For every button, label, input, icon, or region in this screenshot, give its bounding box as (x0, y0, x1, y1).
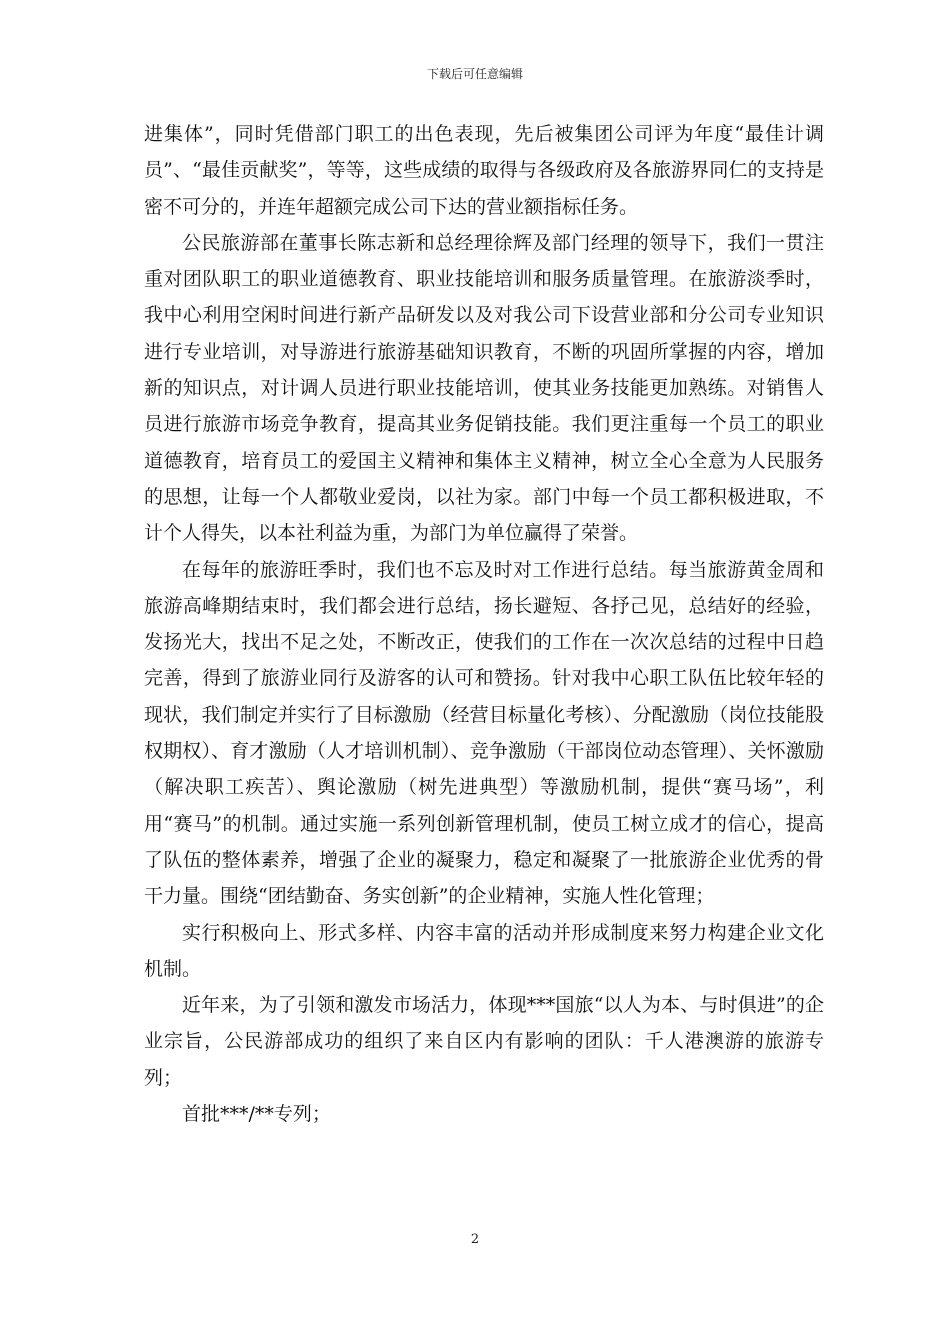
paragraph-first-batch: 首批***/**专列； (182, 1103, 331, 1126)
page-number: 2 (470, 1232, 480, 1247)
document-body (144, 116, 824, 1132)
paragraph-continued: 进集体”，同时凭借部门职工的出色表现，先后被集团公司评为年度“最佳计调员”、“最佳贡献奖”，等等，这些成绩的取得与各级政府及各旅游界同仁的支持是密不可分的，并连年超额完成公司下达的营业额指标任务。 (144, 123, 824, 218)
paragraph-market: 近年来，为了引领和激发市场活力，体现***国旅“以人为本、与时俱进”的企业宗旨，公民游部成功的组织了来自区内有影响的团队：千人港澳游的旅游专列； (144, 994, 824, 1089)
page-header: 下载后可任意编辑 (426, 67, 523, 81)
paragraph-culture: 实行积极向上、形式多样、内容丰富的活动并形成制度来努力构建企业文化机制。 (144, 921, 824, 980)
paragraph-summary: 在每年的旅游旺季时，我们也不忘及时对工作进行总结。每当旅游黄金周和旅游高峰期结束时，我们都会进行总结，扬长避短、各抒己见，总结好的经验，发扬光大，找出不足之处，不断改正，使我们的工作在一次次总结的过程中日趋完善，得到了旅游业同行及游客的认可和赞扬。针对我中心职工队伍比较年轻的现状，我们制定并实行了目标激励（经营目标量化考核）、分配激励（岗位技能股权期权）、育才激励（人才培训机制）、竞争激励（干部岗位动态管理）、关怀激励（解决职工疾苦）、舆论激励（树先进典型）等激励机制，提供“赛马场”，利用“赛马”的机制。通过实施一系列创新管理机制，使员工树立成才的信心，提高了队伍的整体素养，增强了企业的凝聚力，稳定和凝聚了一批旅游企业优秀的骨干力量。围绕“团结勤奋、务实创新”的企业精神，实施人性化管理； (144, 558, 824, 908)
paragraph-training: 公民旅游部在董事长陈志新和总经理徐辉及部门经理的领导下，我们一贯注重对团队职工的职业道德教育、职业技能培训和服务质量管理。在旅游淡季时，我中心利用空闲时间进行新产品研发以及对我公司下设营业部和分公司专业知识进行专业培训，对导游进行旅游基础知识教育，不断的巩固所掌握的内容，增加新的知识点，对计调人员进行职业技能培训，使其业务技能更加熟练。对销售人员进行旅游市场竞争教育，提高其业务促销技能。我们更注重每一个员工的职业道德教育，培育员工的爱国主义精神和集体主义精神，树立全心全意为人民服务的思想，让每一个人都敬业爱岗，以社为家。部门中每一个员工都积极进取，不计个人得失，以本社利益为重，为部门为单位赢得了荣誉。 (144, 231, 824, 545)
